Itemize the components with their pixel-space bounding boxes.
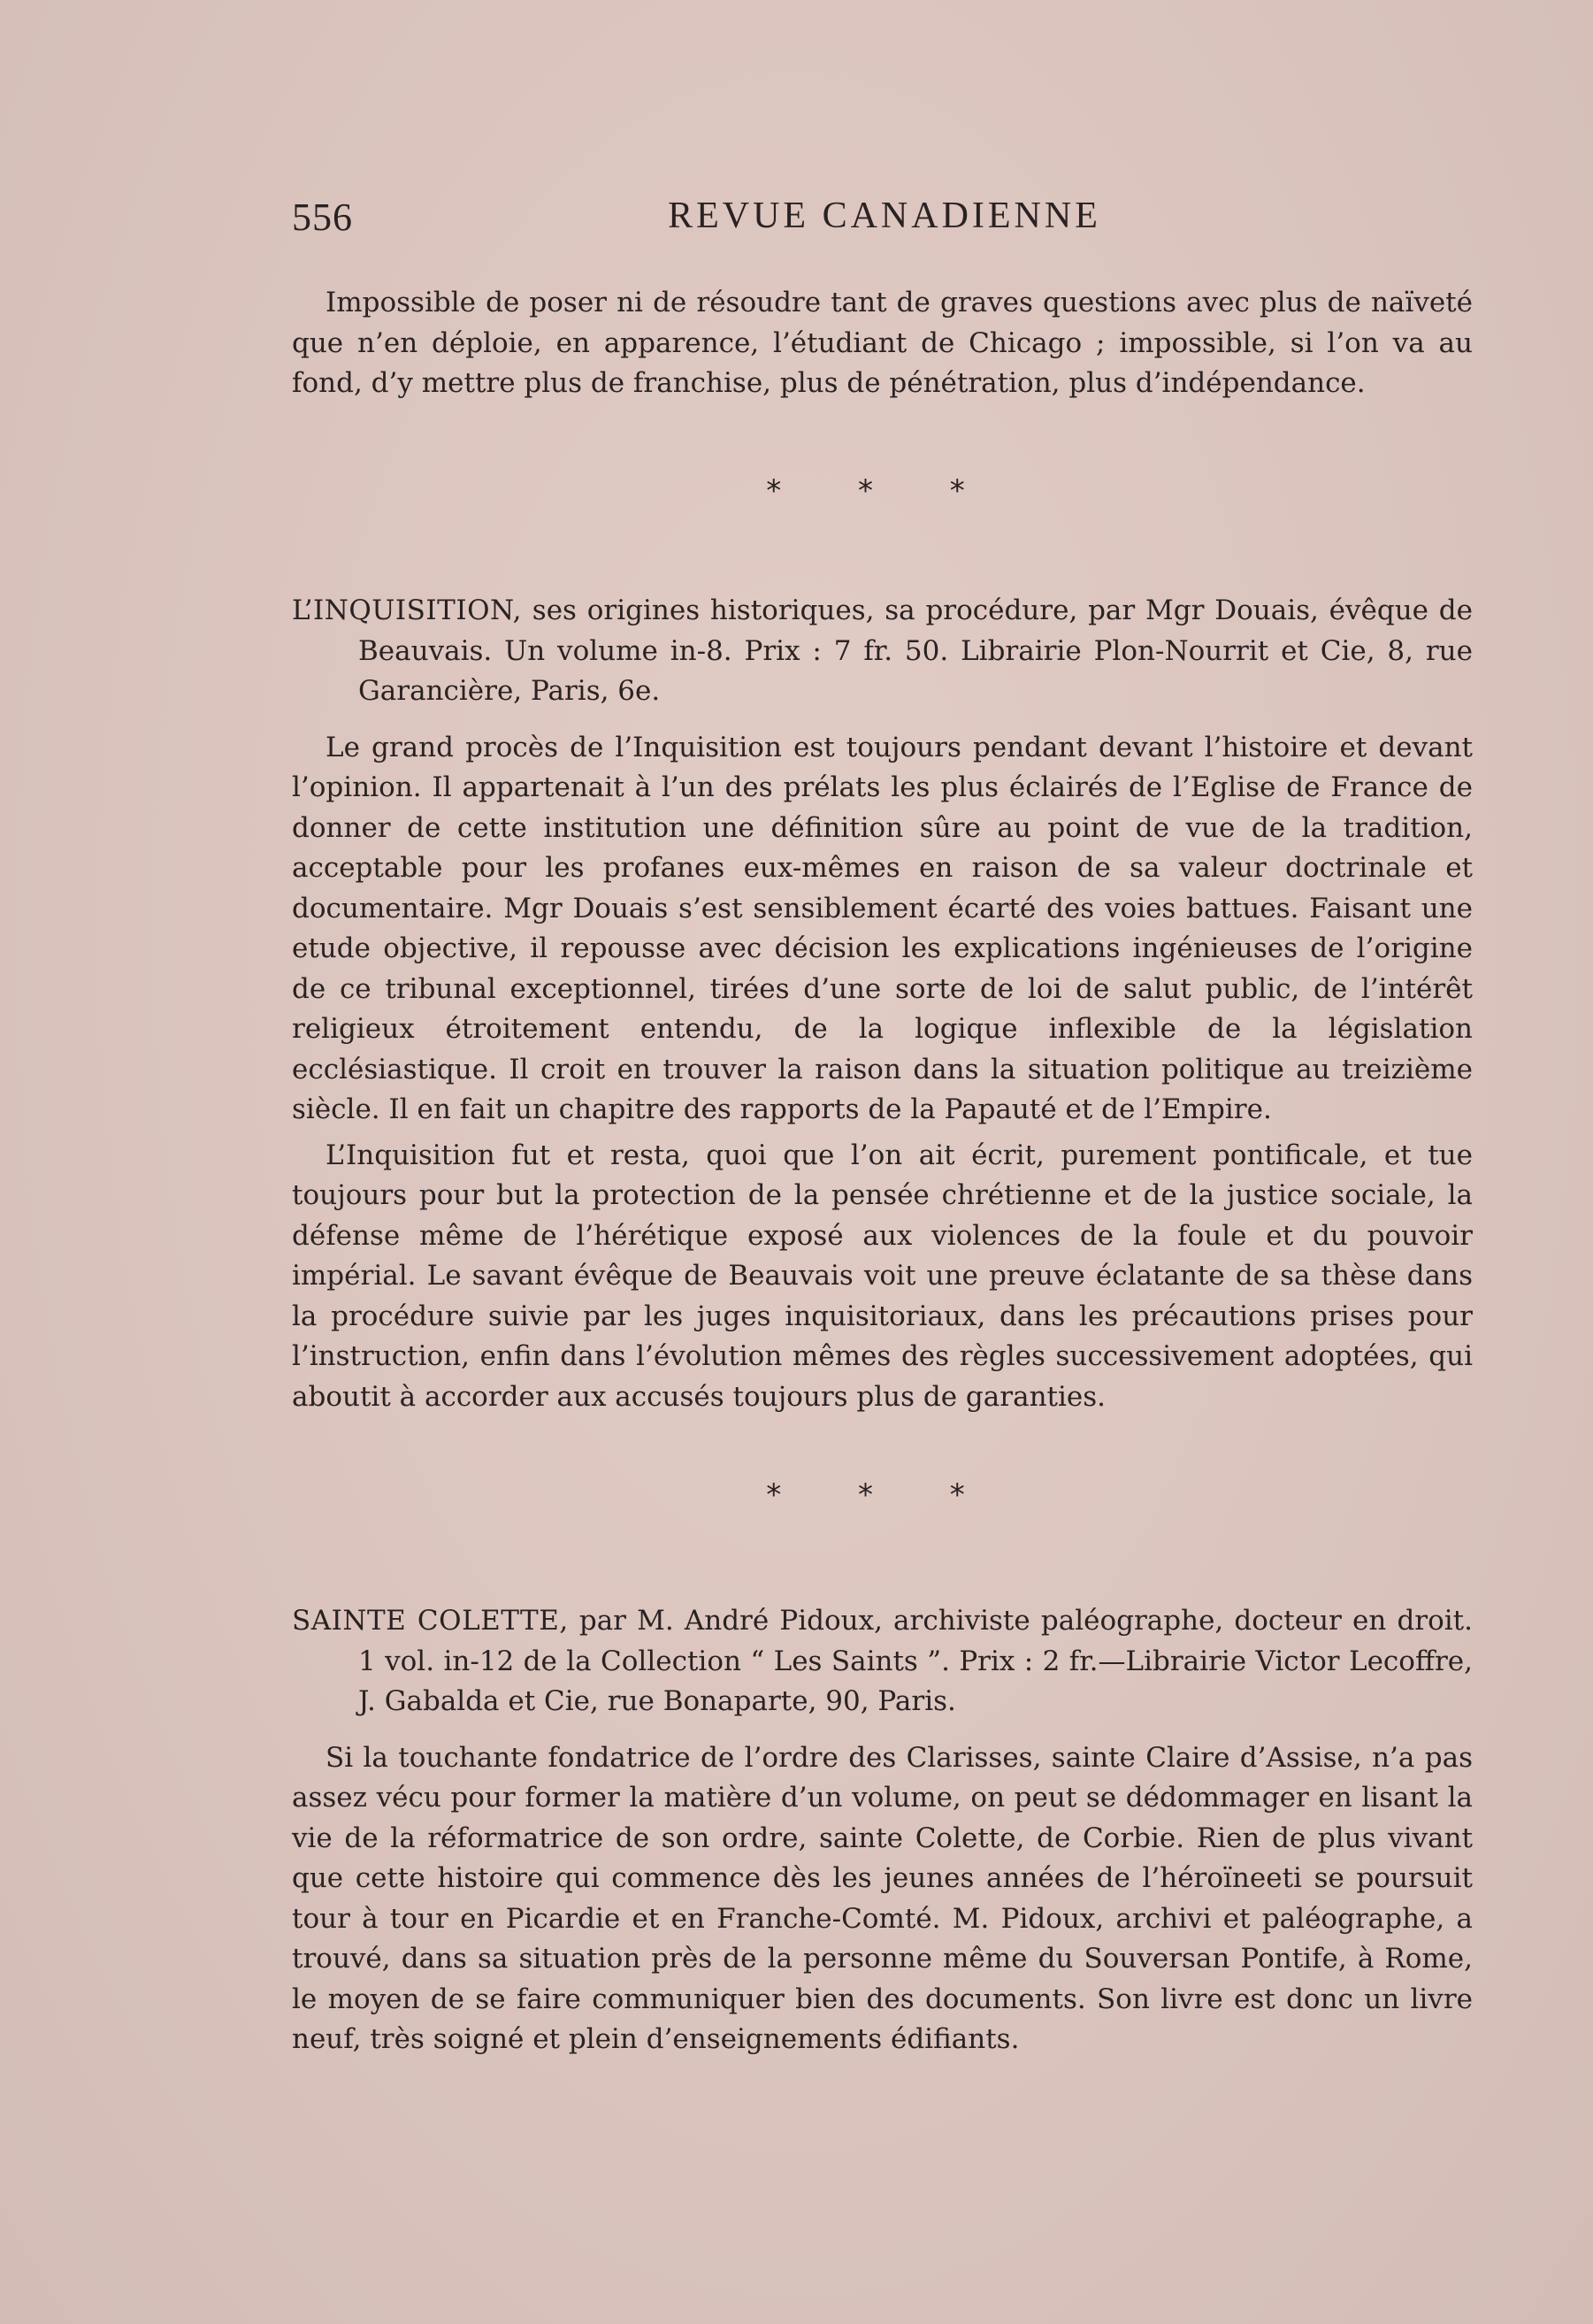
review-title: L’INQUISITION, <box>292 594 522 626</box>
review-inquisition <box>292 591 1473 1417</box>
intro-section <box>292 283 1473 404</box>
review-citation <box>292 1601 1473 1722</box>
page-number: 556 <box>292 196 353 239</box>
review-citation <box>292 591 1473 712</box>
review-paragraph: Si la touchante fondatrice de l’ordre des Clarisses, sainte Claire d’Assise, n’a pas assez vécu pour former la matière d’un volume, on peut se dédommager en lisant la vie de la réformatrice de son ordre, sainte Colette, de Corbie. Rien de plus vivant que cette histoire qui commence dès les jeunes années de l’héroïneeti se poursuit tour à tour en Picardie et en Franche-Comté. M. Pidoux, archivi et paléographe, a trouvé, dans sa situation près de la personne même du Souversan Pontife, à Rome, le moyen de se faire communiquer bien des documents. Son livre est donc un livre neuf, très soigné et plein d’enseignements édifiants. <box>292 1741 1473 2055</box>
review-citation-text: ses origines historiques, sa procédure, par Mgr Douais, évêque de Beauvais. Un volume in-8. Prix : 7 fr. 50. Librairie Plon-Nourrit et Cie, 8, rue Garancière, Paris, 6e. <box>358 594 1473 707</box>
running-title: REVUE CANADIENNE <box>668 196 1101 236</box>
section-separator-2: * * * <box>766 1477 999 1513</box>
review-paragraph: L’Inquisition fut et resta, quoi que l’on ait écrit, purement pontificale, et tue toujours pour but la protection de la pensée chrétienne et de la justice sociale, la défense même de l’hérétique exposé aux violences de la foule et du pouvoir impérial. Le savant évêque de Beauvais voit une preuve éclatante de sa thèse dans la procédure suivie par les juges inquisitoriaux, dans les précautions prises pour l’instruction, enfin dans l’évolution mêmes des règles successivement adoptées, qui aboutit à accorder aux accusés toujours plus de garanties. <box>292 1139 1473 1413</box>
review-title: SAINTE COLETTE, <box>292 1605 569 1637</box>
review-citation-text: par M. André Pidoux, archiviste paléographe, docteur en droit. 1 vol. in-12 de la Collection “ Les Saints ”. Prix : 2 fr.—Librairie Victor Lecoffre, J. Gabalda et Cie, rue Bonaparte, 90, Paris. <box>358 1605 1473 1717</box>
review-sainte-colette <box>292 1601 1473 2060</box>
section-separator-1: * * * <box>766 473 999 509</box>
review-paragraph: Le grand procès de l’Inquisition est toujours pendant devant l’histoire et devant l’opinion. Il appartenait à l’un des prélats les plus éclairés de l’Eglise de France de donner de cette institution une définition sûre au point de vue de la tradition, acceptable pour les profanes eux-mêmes en raison de sa valeur doctrinale et documentaire. Mgr Douais s’est sensiblement écarté des voies battues. Faisant une etude objective, il repousse avec décision les explications ingénieuses de l’origine de ce tribunal exceptionnel, tirées d’une sorte de loi de salut public, de l’intérêt religieux étroitement entendu, de la logique inflexible de la législation ecclésiastique. Il croit en trouver la raison dans la situation politique au treizième siècle. Il en fait un chapitre des rapports de la Papauté et de l’Empire. <box>292 731 1473 1125</box>
intro-paragraph: Impossible de poser ni de résoudre tant de graves questions avec plus de naïveté que n’en déploie, en apparence, l’étudiant de Chicago ; impossible, si l’on va au fond, d’y mettre plus de franchise, plus de pénétration, plus d’indépendance. <box>292 287 1473 399</box>
page-header <box>292 195 1477 248</box>
